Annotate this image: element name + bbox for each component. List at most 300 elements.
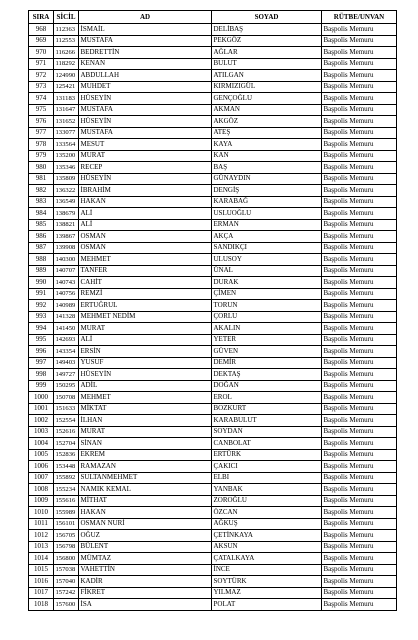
table-row [29,369,397,381]
cell-soyad: AĞLAR [212,47,322,59]
cell-sicil: 140707 [54,265,79,277]
cell-sicil: 140300 [54,254,79,266]
cell-ad: SİNAN [79,438,212,450]
cell-rutbe-unvan: Başpolis Memuru [322,495,397,507]
header-sicil: SİCİL [54,11,79,24]
cell-sicil: 125421 [54,81,79,93]
cell-sicil: 155616 [54,495,79,507]
cell-ad: MUHDET [79,81,212,93]
cell-sira: 1003 [29,426,54,438]
cell-rutbe-unvan: Başpolis Memuru [322,599,397,611]
cell-sicil: 133564 [54,139,79,151]
cell-rutbe-unvan: Başpolis Memuru [322,369,397,381]
cell-rutbe-unvan: Başpolis Memuru [322,380,397,392]
header-rutbe-unvan: RÜTBE/UNVAN [322,11,397,24]
cell-sicil: 136549 [54,196,79,208]
cell-soyad: KAN [212,150,322,162]
cell-rutbe-unvan: Başpolis Memuru [322,461,397,473]
cell-ad: FİKRET [79,587,212,599]
cell-sicil: 131647 [54,104,79,116]
cell-soyad: ÇİMEN [212,288,322,300]
cell-rutbe-unvan: Başpolis Memuru [322,162,397,174]
cell-sira: 973 [29,81,54,93]
cell-rutbe-unvan: Başpolis Memuru [322,587,397,599]
table-row [29,449,397,461]
cell-soyad: EROL [212,392,322,404]
table-row [29,185,397,197]
cell-sicil: 135346 [54,162,79,174]
cell-sicil: 141328 [54,311,79,323]
cell-rutbe-unvan: Başpolis Memuru [322,104,397,116]
cell-ad: YUSUF [79,357,212,369]
cell-soyad: TORUN [212,300,322,312]
cell-sira: 976 [29,116,54,128]
cell-sira: 1012 [29,530,54,542]
cell-soyad: KARABULUT [212,415,322,427]
cell-ad: EKREM [79,449,212,461]
cell-rutbe-unvan: Başpolis Memuru [322,438,397,450]
table-row [29,346,397,358]
cell-sira: 990 [29,277,54,289]
table-body [29,24,397,611]
cell-ad: ERSİN [79,346,212,358]
cell-rutbe-unvan: Başpolis Memuru [322,426,397,438]
cell-rutbe-unvan: Başpolis Memuru [322,150,397,162]
cell-sira: 993 [29,311,54,323]
cell-sira: 1009 [29,495,54,507]
cell-sira: 995 [29,334,54,346]
cell-soyad: DOĞAN [212,380,322,392]
cell-rutbe-unvan: Başpolis Memuru [322,81,397,93]
table-row [29,81,397,93]
cell-soyad: KARABAĞ [212,196,322,208]
cell-rutbe-unvan: Başpolis Memuru [322,173,397,185]
table-row [29,530,397,542]
cell-sira: 987 [29,242,54,254]
cell-soyad: AKGÖZ [212,116,322,128]
cell-ad: ERTUĞRUL [79,300,212,312]
cell-ad: MEHMET [79,392,212,404]
cell-rutbe-unvan: Başpolis Memuru [322,357,397,369]
header-soyad: SOYAD [212,11,322,24]
cell-sira: 982 [29,185,54,197]
table-row [29,415,397,427]
table-row [29,334,397,346]
cell-ad: SULTANMEHMET [79,472,212,484]
cell-sicil: 139867 [54,231,79,243]
table-row [29,242,397,254]
cell-ad: MÜMTAZ [79,553,212,565]
cell-rutbe-unvan: Başpolis Memuru [322,277,397,289]
cell-sira: 970 [29,47,54,59]
cell-sira: 991 [29,288,54,300]
cell-rutbe-unvan: Başpolis Memuru [322,484,397,496]
table-row [29,104,397,116]
cell-ad: OSMAN NURİ [79,518,212,530]
cell-ad: MESUT [79,139,212,151]
cell-soyad: DURAK [212,277,322,289]
cell-sicil: 157242 [54,587,79,599]
cell-ad: ADİL [79,380,212,392]
table-row [29,576,397,588]
table-row [29,127,397,139]
cell-soyad: ULUSOY [212,254,322,266]
cell-ad: OĞUZ [79,530,212,542]
cell-sicil: 150708 [54,392,79,404]
cell-soyad: BAŞ [212,162,322,174]
cell-sicil: 140989 [54,300,79,312]
cell-soyad: KAYA [212,139,322,151]
cell-soyad: SOYDAN [212,426,322,438]
cell-ad: HAKAN [79,507,212,519]
cell-rutbe-unvan: Başpolis Memuru [322,530,397,542]
cell-sicil: 157038 [54,564,79,576]
cell-soyad: BOZKURT [212,403,322,415]
cell-ad: OSMAN [79,242,212,254]
table-row [29,403,397,415]
table-row [29,300,397,312]
cell-sicil: 131652 [54,116,79,128]
cell-ad: MURAT [79,150,212,162]
table-row [29,35,397,47]
cell-ad: VAHETTİN [79,564,212,576]
cell-soyad: PEKGÖZ [212,35,322,47]
cell-ad: MİTHAT [79,495,212,507]
cell-sira: 981 [29,173,54,185]
cell-rutbe-unvan: Başpolis Memuru [322,93,397,105]
cell-ad: İSA [79,599,212,611]
cell-sicil: 152616 [54,426,79,438]
cell-soyad: ATILGAN [212,70,322,82]
cell-rutbe-unvan: Başpolis Memuru [322,288,397,300]
cell-ad: ABDULLAH [79,70,212,82]
cell-rutbe-unvan: Başpolis Memuru [322,58,397,70]
cell-rutbe-unvan: Başpolis Memuru [322,265,397,277]
table-row [29,58,397,70]
cell-sira: 988 [29,254,54,266]
cell-soyad: AĞKUŞ [212,518,322,530]
table-row [29,231,397,243]
cell-sicil: 152836 [54,449,79,461]
cell-ad: REMZİ [79,288,212,300]
cell-sicil: 135200 [54,150,79,162]
cell-soyad: ERMAN [212,219,322,231]
table-row [29,139,397,151]
cell-ad: BEDRETTİN [79,47,212,59]
cell-sira: 985 [29,219,54,231]
cell-sira: 992 [29,300,54,312]
cell-ad: ALİ [79,219,212,231]
cell-rutbe-unvan: Başpolis Memuru [322,242,397,254]
cell-sicil: 155234 [54,484,79,496]
cell-sicil: 156800 [54,553,79,565]
cell-soyad: AKSUN [212,541,322,553]
cell-sira: 1007 [29,472,54,484]
cell-sira: 1002 [29,415,54,427]
cell-sira: 1015 [29,564,54,576]
cell-soyad: YANBAK [212,484,322,496]
cell-soyad: POLAT [212,599,322,611]
cell-sicil: 149403 [54,357,79,369]
cell-rutbe-unvan: Başpolis Memuru [322,392,397,404]
table-row [29,254,397,266]
cell-sira: 994 [29,323,54,335]
cell-rutbe-unvan: Başpolis Memuru [322,311,397,323]
cell-soyad: ÖZCAN [212,507,322,519]
cell-sicil: 142693 [54,334,79,346]
cell-rutbe-unvan: Başpolis Memuru [322,116,397,128]
cell-sira: 1004 [29,438,54,450]
cell-sira: 1017 [29,587,54,599]
cell-soyad: GENÇOĞLU [212,93,322,105]
cell-soyad: DENGİŞ [212,185,322,197]
cell-soyad: İNCE [212,564,322,576]
cell-soyad: DEMİR [212,357,322,369]
cell-ad: ALİ [79,334,212,346]
table-row [29,47,397,59]
cell-sira: 997 [29,357,54,369]
cell-ad: HAKAN [79,196,212,208]
cell-sira: 1016 [29,576,54,588]
cell-sicil: 131183 [54,93,79,105]
cell-sira: 1001 [29,403,54,415]
cell-rutbe-unvan: Başpolis Memuru [322,196,397,208]
table-row [29,288,397,300]
cell-ad: MEHMET [79,254,212,266]
cell-sicil: 136322 [54,185,79,197]
cell-ad: İBRAHİM [79,185,212,197]
cell-sira: 1018 [29,599,54,611]
cell-ad: İSMAİL [79,24,212,36]
cell-soyad: DEKTAŞ [212,369,322,381]
table-row [29,518,397,530]
cell-sicil: 151633 [54,403,79,415]
cell-ad: İLHAN [79,415,212,427]
cell-sicil: 143354 [54,346,79,358]
cell-sicil: 150295 [54,380,79,392]
cell-rutbe-unvan: Başpolis Memuru [322,231,397,243]
cell-sira: 979 [29,150,54,162]
cell-soyad: YILMAZ [212,587,322,599]
cell-sicil: 140743 [54,277,79,289]
header-sira: SIRA [29,11,54,24]
table-row [29,438,397,450]
cell-ad: ALİ [79,208,212,220]
cell-ad: MUSTAFA [79,35,212,47]
cell-sicil: 138679 [54,208,79,220]
table-row [29,541,397,553]
personnel-table [28,10,397,611]
cell-sira: 1014 [29,553,54,565]
table-row [29,219,397,231]
cell-ad: MİKTAT [79,403,212,415]
table-row [29,357,397,369]
cell-ad: OSMAN [79,231,212,243]
table-row [29,208,397,220]
cell-sicil: 152554 [54,415,79,427]
cell-soyad: ÇAKICI [212,461,322,473]
cell-sira: 1011 [29,518,54,530]
cell-rutbe-unvan: Başpolis Memuru [322,127,397,139]
cell-soyad: ÜNAL [212,265,322,277]
cell-soyad: CANBOLAT [212,438,322,450]
cell-sira: 984 [29,208,54,220]
cell-rutbe-unvan: Başpolis Memuru [322,403,397,415]
cell-ad: RAMAZAN [79,461,212,473]
cell-sira: 972 [29,70,54,82]
table-row [29,24,397,36]
cell-sira: 998 [29,369,54,381]
table-row [29,265,397,277]
cell-ad: NAMIK KEMAL [79,484,212,496]
cell-sicil: 156101 [54,518,79,530]
cell-sicil: 155892 [54,472,79,484]
cell-ad: MURAT [79,426,212,438]
cell-rutbe-unvan: Başpolis Memuru [322,449,397,461]
cell-sira: 1006 [29,461,54,473]
cell-ad: BÜLENT [79,541,212,553]
table-row [29,162,397,174]
table-row [29,564,397,576]
cell-sicil: 156705 [54,530,79,542]
cell-ad: MUSTAFA [79,104,212,116]
cell-rutbe-unvan: Başpolis Memuru [322,254,397,266]
table-row [29,426,397,438]
table-row [29,507,397,519]
cell-sicil: 157600 [54,599,79,611]
table-row [29,93,397,105]
cell-sira: 1013 [29,541,54,553]
cell-soyad: ELBI [212,472,322,484]
table-row [29,116,397,128]
cell-ad: MURAT [79,323,212,335]
cell-sicil: 133077 [54,127,79,139]
cell-soyad: ATEŞ [212,127,322,139]
cell-sicil: 141450 [54,323,79,335]
cell-sira: 980 [29,162,54,174]
cell-rutbe-unvan: Başpolis Memuru [322,472,397,484]
cell-soyad: GÜVEN [212,346,322,358]
cell-sicil: 139908 [54,242,79,254]
table-row [29,70,397,82]
cell-soyad: AKÇA [212,231,322,243]
cell-soyad: SOYTÜRK [212,576,322,588]
table-row [29,392,397,404]
cell-ad: KADİR [79,576,212,588]
cell-rutbe-unvan: Başpolis Memuru [322,323,397,335]
cell-sicil: 116266 [54,47,79,59]
cell-ad: HÜSEYİN [79,93,212,105]
cell-soyad: USLUOĞLU [212,208,322,220]
cell-rutbe-unvan: Başpolis Memuru [322,415,397,427]
cell-sicil: 153448 [54,461,79,473]
cell-ad: MEHMET NEDİM [79,311,212,323]
cell-soyad: YETER [212,334,322,346]
cell-sicil: 140756 [54,288,79,300]
cell-sira: 999 [29,380,54,392]
cell-rutbe-unvan: Başpolis Memuru [322,219,397,231]
cell-rutbe-unvan: Başpolis Memuru [322,518,397,530]
table-row [29,495,397,507]
cell-sicil: 149727 [54,369,79,381]
cell-sicil: 138821 [54,219,79,231]
cell-ad: HÜSEYİN [79,369,212,381]
cell-ad: HÜSEYİN [79,116,212,128]
cell-soyad: ZOROĞLU [212,495,322,507]
cell-sira: 969 [29,35,54,47]
cell-sira: 974 [29,93,54,105]
cell-sira: 989 [29,265,54,277]
table-row [29,196,397,208]
cell-sicil: 155989 [54,507,79,519]
table-row [29,461,397,473]
cell-soyad: ÇETİNKAYA [212,530,322,542]
cell-rutbe-unvan: Başpolis Memuru [322,24,397,36]
table-row [29,553,397,565]
cell-ad: CAHİT [79,277,212,289]
cell-sira: 978 [29,139,54,151]
table-row [29,380,397,392]
cell-sira: 971 [29,58,54,70]
cell-sicil: 135809 [54,173,79,185]
table-row [29,599,397,611]
cell-soyad: GÜNAYDIN [212,173,322,185]
table-row [29,323,397,335]
cell-soyad: ERTÜRK [212,449,322,461]
cell-ad: MUSTAFA [79,127,212,139]
cell-sicil: 112363 [54,24,79,36]
cell-soyad: AKMAN [212,104,322,116]
cell-rutbe-unvan: Başpolis Memuru [322,564,397,576]
cell-rutbe-unvan: Başpolis Memuru [322,185,397,197]
cell-sicil: 156798 [54,541,79,553]
cell-rutbe-unvan: Başpolis Memuru [322,47,397,59]
table-header-row [29,11,397,24]
cell-sira: 1000 [29,392,54,404]
cell-rutbe-unvan: Başpolis Memuru [322,334,397,346]
cell-rutbe-unvan: Başpolis Memuru [322,507,397,519]
cell-sicil: 152704 [54,438,79,450]
cell-sira: 1008 [29,484,54,496]
cell-sicil: 118292 [54,58,79,70]
cell-rutbe-unvan: Başpolis Memuru [322,576,397,588]
cell-sira: 977 [29,127,54,139]
cell-rutbe-unvan: Başpolis Memuru [322,541,397,553]
cell-ad: HÜSEYİN [79,173,212,185]
table-row [29,150,397,162]
cell-rutbe-unvan: Başpolis Memuru [322,553,397,565]
cell-soyad: DELİBAŞ [212,24,322,36]
table-row [29,587,397,599]
cell-sira: 968 [29,24,54,36]
cell-sira: 1010 [29,507,54,519]
cell-sira: 983 [29,196,54,208]
cell-sicil: 112553 [54,35,79,47]
cell-sira: 996 [29,346,54,358]
table-row [29,173,397,185]
cell-sicil: 157040 [54,576,79,588]
cell-rutbe-unvan: Başpolis Memuru [322,35,397,47]
cell-soyad: ÇATALKAYA [212,553,322,565]
cell-ad: TANFER [79,265,212,277]
cell-soyad: AKALIN [212,323,322,335]
cell-sira: 986 [29,231,54,243]
cell-rutbe-unvan: Başpolis Memuru [322,346,397,358]
cell-soyad: SANDIKÇI [212,242,322,254]
cell-rutbe-unvan: Başpolis Memuru [322,139,397,151]
cell-soyad: ÇORLU [212,311,322,323]
cell-sira: 1005 [29,449,54,461]
